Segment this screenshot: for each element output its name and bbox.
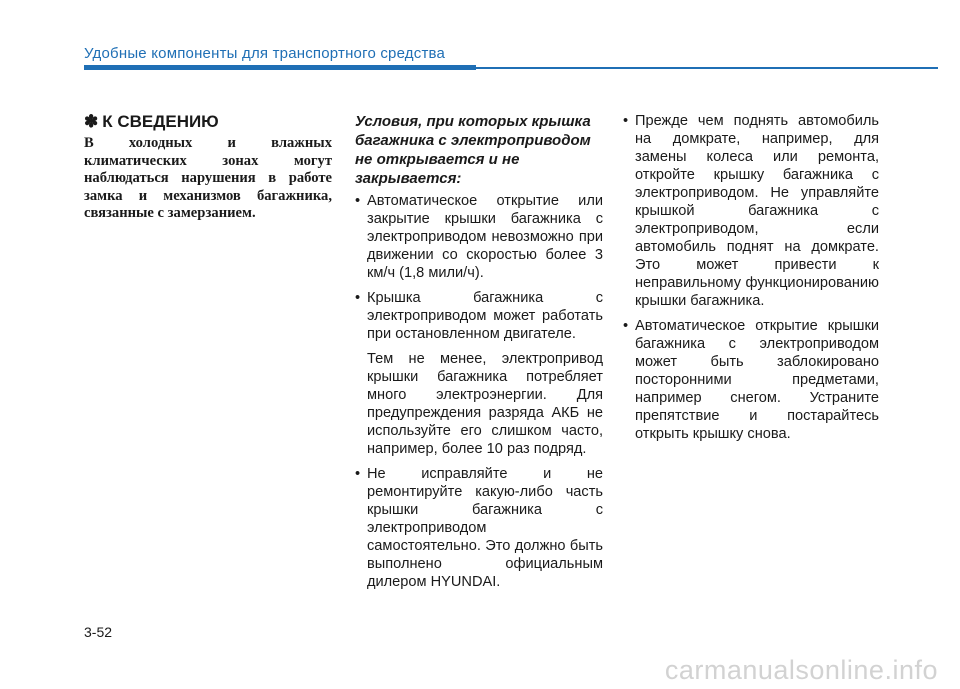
watermark: carmanualsonline.info <box>664 655 938 685</box>
list-item-text: • Крышка багажника с электроприводом может работать при остановленном двигателе. <box>367 290 603 342</box>
notice-heading-text: К СВЕДЕНИЮ <box>102 112 219 131</box>
header-rule-thick <box>84 65 476 70</box>
list-item-text: • Прежде чем поднять автомобиль на домкрате, например, для замены колеса или ремонта, откройте крышку багажника с электроприводом. Не управляйте крышкой багажника с электроприводом, если автомобиль поднят на домкрате. Это может привести к неправильному функционированию крышки багажника. <box>635 113 879 309</box>
warnings-column <box>623 112 879 450</box>
list-item-text: • Автоматическое открытие крышки багажника с электроприводом может быть заблокировано посторонними предметами, например снегом. Устраните препятствие и постарайтесь открыть крышку снова. <box>635 318 879 442</box>
list-item <box>355 465 603 591</box>
notice-heading <box>84 112 332 132</box>
section-title: Удобные компоненты для транспортного средства <box>84 45 446 62</box>
list-item <box>623 317 879 443</box>
notice-text: В холодных и влажных климатических зонах могут наблюдаться нарушения в работе замка и механизмов багажника, связанные с замерзанием. <box>84 135 332 222</box>
list-item-extra: Тем не менее, электропривод крышки багажника потребляет много электроэнергии. Для предупреждения разряда АКБ не используйте его слишком часто, например, более 10 раз подряд. <box>367 351 603 457</box>
list-item-text: • Не исправляйте и не ремонтируйте какую-либо часть крышки багажника с электроприводом самостоятельно. Это должно быть выполнено официальным дилером HYUNDAI. <box>367 466 603 590</box>
page-number: 3-52 <box>84 624 113 640</box>
conditions-heading: Условия, при которых крышка багажника с электроприводом не открывается и не закрывается: <box>355 113 591 187</box>
conditions-list <box>355 192 603 591</box>
notice-column <box>84 112 332 223</box>
warnings-list <box>623 112 879 443</box>
list-item <box>355 192 603 282</box>
notice-symbol-icon: ✽ <box>84 112 99 131</box>
list-item <box>623 112 879 310</box>
list-item <box>355 289 603 458</box>
conditions-column <box>355 112 603 598</box>
list-item-text: • Автоматическое открытие или закрытие крышки багажника с электроприводом невозможно при движении со скоростью более 3 км/ч (1,8 мили/ч). <box>367 193 603 281</box>
header-rule-thin <box>476 67 938 69</box>
